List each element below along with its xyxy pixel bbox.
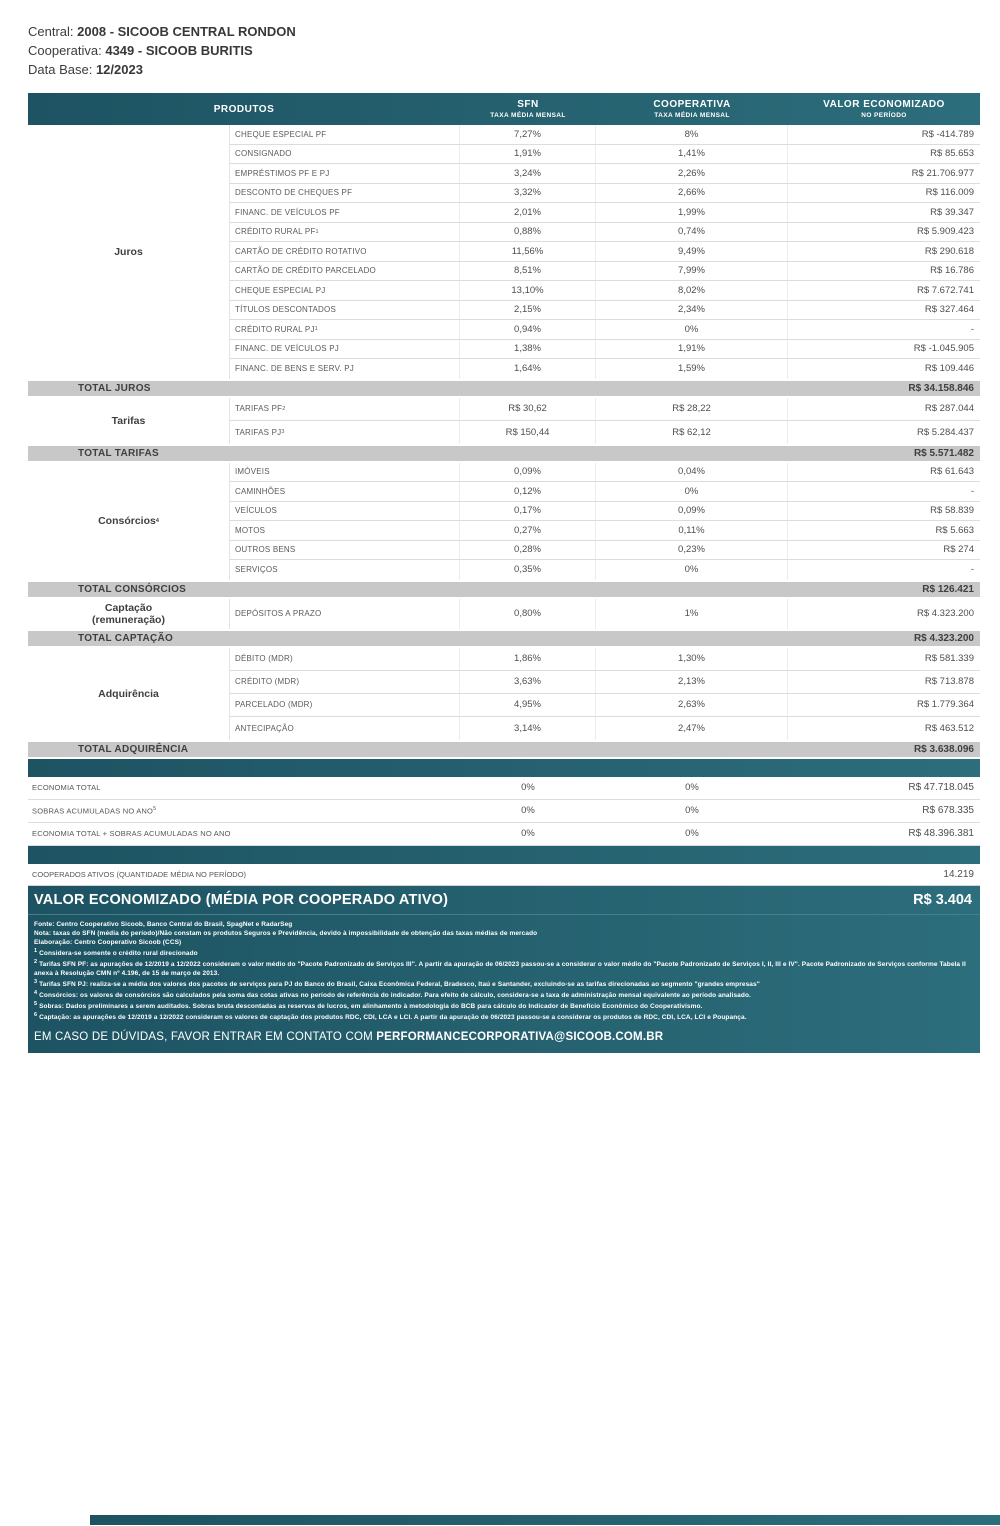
footnote-line: Nota: taxas do SFN (média do período)/Não constam os produtos Seguros e Previdência, devido à impossibilidade de obtenção das taxas médias de mercado xyxy=(34,929,538,937)
product-cell: SERVIÇOS xyxy=(230,560,460,580)
cooperativa-value: 0% xyxy=(596,320,788,339)
valor-economizado-value: R$ 713.878 xyxy=(924,676,974,687)
product-cell: FINANC. DE VEÍCULOS PF xyxy=(230,203,460,222)
valor-economizado-value: R$ -1.045.905 xyxy=(913,343,974,355)
table-row xyxy=(230,340,980,360)
group-label: Tarifas xyxy=(28,398,230,444)
cooperativa-value: 2,47% xyxy=(596,717,788,740)
valor-economizado-value: R$ 58.839 xyxy=(930,505,974,517)
valor-economizado-value: R$ 581.339 xyxy=(924,653,974,664)
section-rows xyxy=(230,648,980,740)
valor-economizado-value: R$ 678.335 xyxy=(922,805,974,816)
table-row xyxy=(230,262,980,282)
table-row xyxy=(230,463,980,483)
sfn-value: 1,64% xyxy=(460,359,596,379)
sfn-value: 0,80% xyxy=(460,599,596,629)
valor-economizado-value: R$ 109.446 xyxy=(924,363,974,375)
database-value: 12/2023 xyxy=(95,62,143,77)
product-cell: CARTÃO DE CRÉDITO ROTATIVO xyxy=(230,242,460,261)
total-value: R$ 3.638.096 xyxy=(913,743,974,755)
table-section xyxy=(28,463,980,580)
summary-row xyxy=(28,823,980,846)
section-rows xyxy=(230,398,980,444)
table-row xyxy=(230,541,980,561)
bottom-bar xyxy=(90,1515,1000,1525)
sfn-value: 0% xyxy=(521,805,535,816)
sfn-value: 3,63% xyxy=(460,671,596,693)
contact-email: PERFORMANCECORPORATIVA@SICOOB.COM.BR xyxy=(376,1031,664,1044)
cooperativa-value: 9,49% xyxy=(596,242,788,261)
section-divider-top xyxy=(28,759,980,777)
table-row xyxy=(230,398,980,421)
sfn-value: 0% xyxy=(521,828,535,839)
cooperados-value: 14.219 xyxy=(943,868,974,880)
sfn-value: 0,09% xyxy=(460,463,596,482)
cooperativa-title: COOPERATIVA xyxy=(653,99,731,110)
total-value: R$ 4.323.200 xyxy=(913,632,974,644)
table-row xyxy=(230,560,980,580)
table-section xyxy=(28,599,980,629)
section-total-row xyxy=(28,379,980,398)
sfn-value: 0,94% xyxy=(460,320,596,339)
cooperativa-value: 4349 - SICOOB BURITIS xyxy=(105,43,253,58)
cooperativa-value: 0,74% xyxy=(596,223,788,242)
table-row xyxy=(230,184,980,204)
cooperativa-value: 8,02% xyxy=(596,281,788,300)
footnote-line: $^6$ Captação: as apurações de 12/2019 a 12/2022 consideram os valores de captação dos produtos RDC, CDI, LCA e LCI. A partir da apuração de 06/2023 passou-se a considerar os produtos de RDC, CDI, LCA, LCI e Poupança. xyxy=(34,1012,747,1022)
summary-row xyxy=(28,777,980,800)
central-line xyxy=(28,22,296,41)
cooperativa-value: 0% xyxy=(596,482,788,501)
col-header-sfn xyxy=(460,93,596,125)
section-total-row xyxy=(28,629,980,648)
valor-economizado-value: R$ 4.323.200 xyxy=(916,608,974,619)
table-row xyxy=(230,717,980,740)
valor-title: VALOR ECONOMIZADO xyxy=(823,99,945,110)
total-value: R$ 5.571.482 xyxy=(913,447,974,459)
section-total-row xyxy=(28,740,980,759)
product-cell: CRÉDITO RURAL PJ 1 xyxy=(230,320,460,339)
footnotes-block xyxy=(28,915,980,1054)
cooperativa-value: 0% xyxy=(685,828,699,839)
product-cell: CAMINHÕES xyxy=(230,482,460,501)
table-row xyxy=(230,242,980,262)
valor-economizado-value: R$ -414.789 xyxy=(921,128,974,140)
total-label: TOTAL TARIFAS xyxy=(78,447,159,459)
section-rows xyxy=(230,599,980,629)
cooperativa-value: 2,66% xyxy=(596,184,788,203)
product-cell: ANTECIPAÇÃO xyxy=(230,717,460,740)
product-cell: CRÉDITO (MDR) xyxy=(230,671,460,693)
product-cell: TÍTULOS DESCONTADOS xyxy=(230,301,460,320)
total-value: R$ 126.421 xyxy=(922,583,974,595)
col-header-valor xyxy=(788,93,980,125)
valor-economizado-value: R$ 21.706.977 xyxy=(911,167,974,179)
summary-label: SOBRAS ACUMULADAS NO ANO$^5$ xyxy=(32,805,157,816)
sfn-value: 0,12% xyxy=(460,482,596,501)
product-cell: OUTROS BENS xyxy=(230,541,460,560)
table-section xyxy=(28,648,980,740)
valor-economizado-value: R$ 1.779.364 xyxy=(916,699,974,710)
table-row xyxy=(230,599,980,629)
central-value: 2008 - SICOOB CENTRAL RONDON xyxy=(77,24,296,39)
cooperados-row xyxy=(28,864,980,886)
product-cell: CONSIGNADO xyxy=(230,145,460,164)
central-label: Central: xyxy=(28,24,74,39)
table-row xyxy=(230,694,980,717)
sfn-title: SFN xyxy=(517,99,539,110)
cooperativa-value: 2,63% xyxy=(596,694,788,716)
valor-economizado-value: R$ 39.347 xyxy=(930,206,974,218)
valor-economizado-value: R$ 463.512 xyxy=(924,722,974,734)
table-row xyxy=(230,301,980,321)
col-header-cooperativa xyxy=(596,93,788,125)
table-row xyxy=(230,359,980,379)
sfn-value: 0% xyxy=(521,782,535,793)
produtos-title: PRODUTOS xyxy=(213,103,275,115)
cooperativa-value: 1,99% xyxy=(596,203,788,222)
section-rows xyxy=(230,463,980,580)
sfn-value: 8,51% xyxy=(460,262,596,281)
sfn-value: 0,27% xyxy=(460,521,596,540)
valor-economizado-value: R$ 85.653 xyxy=(930,148,974,160)
cooperativa-value: 0% xyxy=(685,805,699,816)
cooperativa-label: Cooperativa: xyxy=(28,43,102,58)
table-section xyxy=(28,125,980,379)
footnote-line: $^4$ Consórcios: os valores de consórcios são calculados pela soma das cotas ativas no período de referência do indicador. Para efeito de cálculo, considera-se a taxa de administração mensal equivalente ao período analisado. xyxy=(34,989,751,1000)
valor-economizado-row xyxy=(28,886,980,915)
section-total-row xyxy=(28,580,980,599)
group-label: Consórcios 4 xyxy=(28,463,230,580)
product-cell: DEPÓSITOS A PRAZO xyxy=(230,599,460,629)
cooperativa-value: 8% xyxy=(596,125,788,144)
table-section xyxy=(28,398,980,444)
contact-prefix: EM CASO DE DÚVIDAS, FAVOR ENTRAR EM CONTATO COM xyxy=(34,1031,377,1044)
table-row xyxy=(230,648,980,671)
table-sections xyxy=(28,125,980,759)
summary-label: ECONOMIA TOTAL + SOBRAS ACUMULADAS NO ANO xyxy=(32,829,231,838)
product-cell: FINANC. DE VEÍCULOS PJ xyxy=(230,340,460,359)
summary-row xyxy=(28,800,980,823)
cooperativa-value: 7,99% xyxy=(596,262,788,281)
col-header-produtos xyxy=(28,93,460,125)
cooperativa-value: 1,41% xyxy=(596,145,788,164)
product-cell: DESCONTO DE CHEQUES PF xyxy=(230,184,460,203)
cooperativa-value: 0% xyxy=(685,782,699,793)
cooperativa-value: 1,30% xyxy=(596,648,788,670)
footnote-line: Fonte: Centro Cooperativo Sicoob, Banco Central do Brasil, SpagNet e RadarSeg xyxy=(34,920,293,928)
valor-economizado-value: R$ 116.009 xyxy=(925,187,974,199)
valor-economizado-value: R$ 3.404 xyxy=(913,891,972,908)
product-cell: CHEQUE ESPECIAL PJ xyxy=(230,281,460,300)
footnote-line: $^5$ Sobras: Dados preliminares a serem auditados. Sobras bruta descontadas as reservas de lucros, em alinhamento à metodologia do BCB para cálculo do Indicador de Benefício Econômico do Cooperativismo. xyxy=(34,1001,703,1011)
sfn-value: 4,95% xyxy=(460,694,596,716)
report-header xyxy=(28,22,296,79)
valor-economizado-value: R$ 287.044 xyxy=(924,403,974,414)
product-cell: FINANC. DE BENS E SERV. PJ xyxy=(230,359,460,379)
table-row xyxy=(230,482,980,502)
sfn-subtitle: TAXA MÉDIA MENSAL xyxy=(490,112,566,119)
section-rows xyxy=(230,125,980,379)
cooperativa-value: 2,34% xyxy=(596,301,788,320)
product-cell: IMÓVEIS xyxy=(230,463,460,482)
total-label: TOTAL CAPTAÇÃO xyxy=(78,632,174,644)
cooperativa-value: 0,11% xyxy=(596,521,788,540)
table-row xyxy=(230,203,980,223)
sfn-value: 0,88% xyxy=(460,223,596,242)
group-label: Adquirência xyxy=(28,648,230,740)
group-label: Captação (remuneração) xyxy=(28,599,230,629)
product-cell: PARCELADO (MDR) xyxy=(230,694,460,716)
valor-economizado-label: VALOR ECONOMIZADO (MÉDIA POR COOPERADO ATIVO) xyxy=(34,891,449,908)
sfn-value: 11,56% xyxy=(460,242,596,261)
sfn-value: R$ 30,62 xyxy=(460,398,596,420)
valor-economizado-value: R$ 5.663 xyxy=(935,524,974,536)
total-label: TOTAL JUROS xyxy=(78,382,151,394)
summary-label: ECONOMIA TOTAL xyxy=(32,783,101,792)
cooperativa-value: R$ 28,22 xyxy=(596,398,788,420)
cooperativa-value: R$ 62,12 xyxy=(596,421,788,444)
table-row xyxy=(230,521,980,541)
footnote-line: $^3$ Tarifas SFN PJ: realiza-se a média dos valores dos pacotes de serviços para PJ do Banco do Brasil, Caixa Econômica Federal, Bradesco, Itaú e Santander, excluindo-se as tarifas direcionadas ao segmento "grandes empresas" xyxy=(34,978,760,988)
valor-economizado-value: R$ 47.718.045 xyxy=(908,782,974,793)
valor-economizado-value: R$ 7.672.741 xyxy=(916,284,974,296)
valor-economizado-value: R$ 61.643 xyxy=(930,466,974,478)
product-cell: CARTÃO DE CRÉDITO PARCELADO xyxy=(230,262,460,281)
cooperados-label: COOPERADOS ATIVOS (QUANTIDADE MÉDIA NO PERÍODO) xyxy=(32,869,247,879)
product-cell: EMPRÉSTIMOS PF E PJ xyxy=(230,164,460,183)
sfn-value: 0,35% xyxy=(460,560,596,580)
sfn-value: 7,27% xyxy=(460,125,596,144)
product-cell: TARIFAS PF 2 xyxy=(230,398,460,420)
sfn-value: 1,86% xyxy=(460,648,596,670)
valor-economizado-value: - xyxy=(970,323,974,335)
sfn-value: 3,32% xyxy=(460,184,596,203)
footnote-line: $^1$ Considera-se somente o crédito rural direcionado xyxy=(34,947,198,957)
sfn-value: 0,17% xyxy=(460,502,596,521)
valor-economizado-value: R$ 48.396.381 xyxy=(908,828,974,839)
footnote-line: $^2$ Tarifas SFN PF: as apurações de 12/2019 a 12/2022 consideram o valor médio do "Pacote Padronizado de Serviços III". A partir da apuração de 06/2023 passou-se a considerar o valor médio do "Pacote Padronizado de Serviços I, II, III e IV". Pacote Padronizado de Serviços conforme Tabela II anexa à Resolução CMN nº 4.196, de 15 de março de 2013. xyxy=(34,958,966,977)
table-row xyxy=(230,320,980,340)
product-cell: VEÍCULOS xyxy=(230,502,460,521)
table-row xyxy=(230,502,980,522)
table-row xyxy=(230,281,980,301)
sfn-value: 3,14% xyxy=(460,717,596,740)
contact-line xyxy=(34,1031,972,1043)
product-cell: CHEQUE ESPECIAL PF xyxy=(230,125,460,144)
valor-economizado-value: R$ 327.464 xyxy=(924,304,974,316)
group-label: Juros xyxy=(28,125,230,379)
cooperativa-value: 0,23% xyxy=(596,541,788,560)
table-row xyxy=(230,125,980,145)
cooperativa-value: 2,13% xyxy=(596,671,788,693)
database-line xyxy=(28,60,296,79)
summary-rows xyxy=(28,777,980,846)
table-row xyxy=(230,145,980,165)
cooperativa-value: 2,26% xyxy=(596,164,788,183)
cooperativa-value: 0% xyxy=(596,560,788,580)
valor-economizado-value: R$ 274 xyxy=(943,544,974,556)
valor-economizado-value: R$ 290.618 xyxy=(924,245,974,257)
valor-economizado-value: - xyxy=(970,564,974,576)
cooperativa-subtitle: TAXA MÉDIA MENSAL xyxy=(654,112,730,119)
section-total-row xyxy=(28,444,980,463)
sfn-value: 13,10% xyxy=(460,281,596,300)
product-cell: DÉBITO (MDR) xyxy=(230,648,460,670)
total-value: R$ 34.158.846 xyxy=(908,382,974,394)
product-cell: TARIFAS PJ 3 xyxy=(230,421,460,444)
section-divider-bottom xyxy=(28,846,980,864)
cooperativa-value: 1% xyxy=(596,599,788,629)
footnotes-list xyxy=(34,920,972,1023)
valor-economizado-value: R$ 5.284.437 xyxy=(916,426,974,438)
sfn-value: 0,28% xyxy=(460,541,596,560)
valor-economizado-value: R$ 5.909.423 xyxy=(916,226,974,238)
total-label: TOTAL ADQUIRÊNCIA xyxy=(78,743,189,755)
table-row xyxy=(230,164,980,184)
report-table xyxy=(28,93,980,1053)
table-header xyxy=(28,93,980,125)
database-label: Data Base: xyxy=(28,62,93,77)
cooperativa-value: 1,91% xyxy=(596,340,788,359)
valor-economizado-value: R$ 16.786 xyxy=(930,265,974,277)
footnote-line: Elaboração: Centro Cooperativo Sicoob (CCS) xyxy=(34,938,182,946)
sfn-value: R$ 150,44 xyxy=(460,421,596,444)
product-cell: CRÉDITO RURAL PF 1 xyxy=(230,223,460,242)
sfn-value: 2,15% xyxy=(460,301,596,320)
cooperativa-value: 1,59% xyxy=(596,359,788,379)
sfn-value: 3,24% xyxy=(460,164,596,183)
cooperativa-value: 0,04% xyxy=(596,463,788,482)
table-row xyxy=(230,421,980,444)
total-label: TOTAL CONSÓRCIOS xyxy=(78,583,187,595)
valor-economizado-value: - xyxy=(970,485,974,497)
product-cell: MOTOS xyxy=(230,521,460,540)
cooperativa-value: 0,09% xyxy=(596,502,788,521)
sfn-value: 1,38% xyxy=(460,340,596,359)
table-row xyxy=(230,223,980,243)
sfn-value: 2,01% xyxy=(460,203,596,222)
cooperativa-line xyxy=(28,41,296,60)
valor-subtitle: NO PERÍODO xyxy=(861,112,907,119)
sfn-value: 1,91% xyxy=(460,145,596,164)
table-row xyxy=(230,671,980,694)
